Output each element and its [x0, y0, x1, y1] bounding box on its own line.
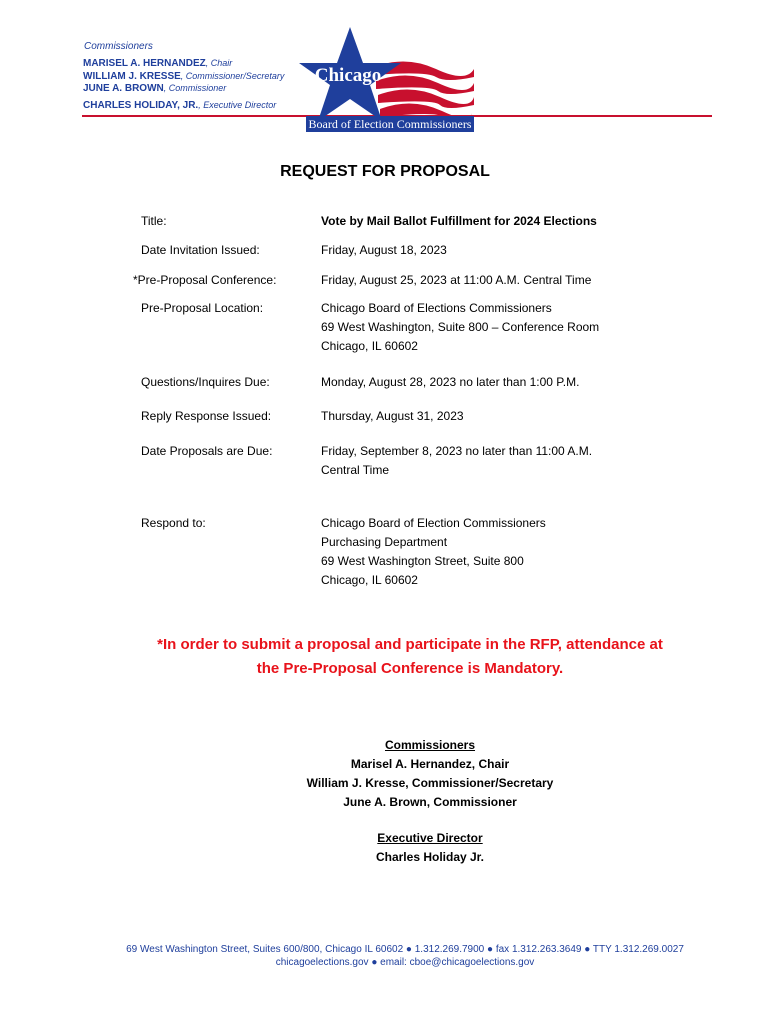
- page-title: REQUEST FOR PROPOSAL: [280, 163, 490, 180]
- commissioners-heading: Commissioners: [384, 738, 476, 752]
- row-value-respond-line1: Chicago Board of Election Commissioners: [321, 516, 546, 530]
- row-value-location-line1: Chicago Board of Elections Commissioners: [321, 301, 552, 315]
- executive-director-block: [0, 829, 770, 867]
- footer-contact: chicagoelections.gov ● email: cboe@chicagoelections.gov: [275, 957, 535, 968]
- row-value-questions-due: Monday, August 28, 2023 no later than 1:00 P.M.: [321, 375, 580, 389]
- commissioner-secretary: William J. Kresse, Commissioner/Secretary: [306, 776, 554, 790]
- row-label-date-issued: Date Invitation Issued:: [141, 243, 260, 257]
- logo-text: Chicago: [314, 65, 382, 86]
- row-label-questions-due: Questions/Inquires Due:: [141, 375, 270, 389]
- commissioner-member: June A. Brown, Commissioner: [343, 795, 517, 809]
- row-value-location-line2: 69 West Washington, Suite 800 – Conference Room: [321, 320, 600, 334]
- mandatory-notice: [0, 633, 770, 681]
- row-value-reply-issued: Thursday, August 31, 2023: [321, 409, 464, 423]
- header-commissioner-chair: MARISEL A. HERNANDEZ, Chair: [83, 58, 233, 69]
- row-label-pre-proposal-location: Pre-Proposal Location:: [141, 301, 264, 315]
- footer-address: 69 West Washington Street, Suites 600/800, Chicago IL 60602 ● 1.312.269.7900 ● fax 1.312.263.3649 ● TTY 1.312.269.0027: [126, 944, 684, 955]
- header-commissioners-label: Commissioners: [84, 41, 153, 52]
- row-value-respond-line3: 69 West Washington Street, Suite 800: [321, 554, 524, 568]
- row-value-respond-line4: Chicago, IL 60602: [321, 573, 418, 587]
- header-commissioner-secretary: WILLIAM J. KRESSE, Commissioner/Secretary: [83, 71, 285, 82]
- row-value-location-line3: Chicago, IL 60602: [321, 339, 418, 353]
- row-value-title: Vote by Mail Ballot Fulfillment for 2024 Elections: [321, 214, 597, 228]
- executive-director-heading: Executive Director: [377, 831, 483, 845]
- header-executive-director: CHARLES HOLIDAY, JR., Executive Director: [83, 100, 277, 111]
- commissioners-block: [0, 736, 770, 812]
- row-value-pre-proposal-conference: Friday, August 25, 2023 at 11:00 A.M. Central Time: [321, 273, 592, 287]
- commissioner-chair: Marisel A. Hernandez, Chair: [350, 757, 510, 771]
- row-value-respond-line2: Purchasing Department: [321, 535, 448, 549]
- row-value-proposals-due-line1: Friday, September 8, 2023 no later than 11:00 A.M.: [321, 444, 593, 458]
- executive-director-name: Charles Holiday Jr.: [375, 850, 485, 864]
- row-value-proposals-due-line2: Central Time: [321, 463, 390, 477]
- header-commissioner: JUNE A. BROWN, Commissioner: [83, 83, 227, 94]
- row-label-pre-proposal-conference: *Pre-Proposal Conference:: [133, 273, 277, 287]
- row-value-date-issued: Friday, August 18, 2023: [321, 243, 447, 257]
- footer: [0, 943, 770, 969]
- logo-banner: Board of Election Commissioners: [306, 116, 474, 132]
- row-label-proposals-due: Date Proposals are Due:: [141, 444, 273, 458]
- notice-line1: *In order to submit a proposal and participate in the RFP, attendance at: [157, 636, 663, 653]
- row-label-reply-issued: Reply Response Issued:: [141, 409, 272, 423]
- row-label-title: Title:: [141, 214, 167, 228]
- row-label-respond-to: Respond to:: [141, 516, 206, 530]
- notice-line2: the Pre-Proposal Conference is Mandatory.: [256, 660, 564, 677]
